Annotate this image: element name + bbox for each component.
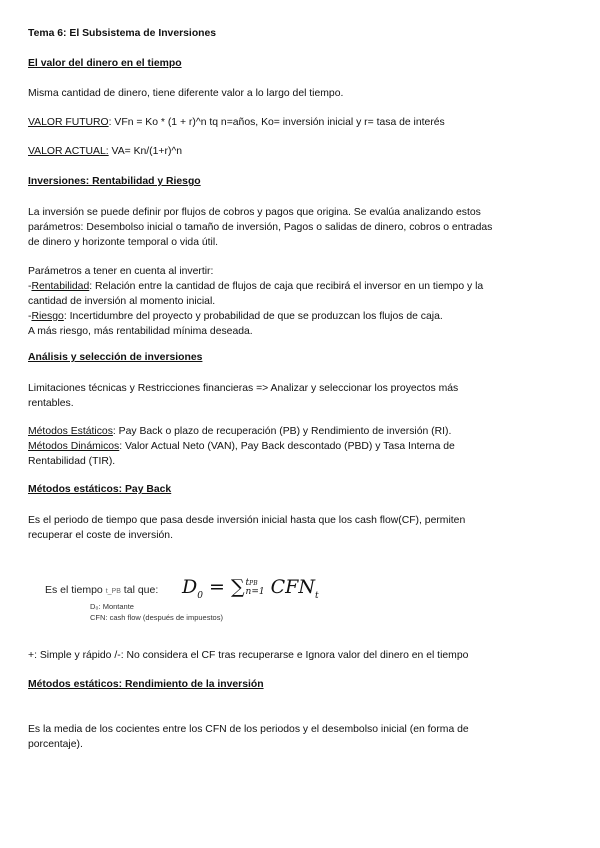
formula-sum-limits (246, 579, 265, 597)
heading-valor-dinero: El valor del dinero en el tiempo (28, 58, 182, 69)
pay-back-formula-image (40, 574, 400, 628)
text-line: La inversión se puede definir por flujos de cobros y pagos que origina. Se evalúa analizando estos (28, 207, 481, 218)
formula-notes (90, 601, 223, 623)
formula-rhs: CFN (264, 576, 315, 598)
text-line: Limitaciones técnicas y Restricciones financieras => Analizar y seleccionar los proyectos más (28, 383, 459, 394)
heading-pay-back: Métodos estáticos: Pay Back (28, 484, 172, 495)
formula-valor-futuro (28, 117, 445, 128)
text-line: Rentabilidad (TIR). (28, 456, 116, 467)
pay-back-equation (182, 576, 319, 601)
text-line: porcentaje). (28, 739, 83, 750)
text-line: Parámetros a tener en cuenta al invertir: (28, 266, 214, 277)
paragraph-valor-intro: Misma cantidad de dinero, tiene diferente valor a lo largo del tiempo. (28, 88, 344, 99)
text-valor-actual: VA= Kn/(1+r)^n (108, 146, 183, 157)
paragraph-pros-cons: +: Simple y rápido /-: No considera el CF tras recuperarse e Ignora valor del dinero en el tiempo (28, 650, 469, 661)
text-valor-futuro: : VFn = Ko * (1 + r)^n tq n=años, Ko= inversión inicial y r= tasa de interés (108, 117, 445, 128)
formula-sum: = ∑ (202, 576, 245, 598)
text-rentabilidad: : Relación entre la cantidad de flujos de caja que recibirá el inversor en un tiempo y la (89, 281, 484, 292)
paragraph-rendimiento (28, 722, 469, 752)
rentabilidad-line (28, 279, 483, 294)
document-title: Tema 6: El Subsistema de Inversiones (28, 28, 217, 39)
estaticos-line (28, 424, 455, 439)
formula-lhs: D (182, 576, 198, 598)
formula-sum-sup: t (245, 578, 250, 588)
formula-lhs-sub: 0 (197, 590, 203, 601)
paragraph-limitaciones (28, 381, 458, 411)
heading-analisis-seleccion: Análisis y selección de inversiones (28, 352, 203, 363)
text-line: recuperar el coste de inversión. (28, 530, 173, 541)
paragraph-metodos (28, 424, 455, 469)
label-metodos-estaticos: Métodos Estáticos (28, 426, 113, 437)
paragraph-inversion-definicion (28, 205, 492, 250)
formula-lead-end: tal que: (120, 584, 159, 596)
formula-rhs-sub: t (315, 590, 319, 601)
label-valor-futuro: VALOR FUTURO (28, 117, 109, 128)
dinamicos-line (28, 439, 455, 454)
text-line: rentables. (28, 398, 74, 409)
label-valor-actual: VALOR ACTUAL: (28, 146, 109, 157)
label-riesgo: Riesgo (31, 311, 64, 322)
prefix: - (28, 311, 32, 322)
text-line: Es el periodo de tiempo que pasa desde inversión inicial hasta que los cash flow(CF), permiten (28, 515, 466, 526)
paragraph-pay-back (28, 513, 465, 543)
riesgo-line (28, 309, 483, 324)
text-metodos-estaticos: : Pay Back o plazo de recuperación (PB) y Rendimiento de inversión (RI). (112, 426, 452, 437)
heading-rendimiento: Métodos estáticos: Rendimiento de la inversión (28, 679, 264, 690)
text-line: de dinero y horizonte temporal o vida útil. (28, 237, 219, 248)
formula-note: CFN: cash flow (después de impuestos) (90, 613, 223, 622)
formula-sum-sub: n=1 (245, 587, 265, 597)
text-line: A más riesgo, más rentabilidad mínima deseada. (28, 326, 253, 337)
label-rentabilidad: Rentabilidad (31, 281, 90, 292)
formula-lead-text (45, 584, 158, 596)
text-riesgo: : Incertidumbre del proyecto y probabilidad de que se produzcan los flujos de caja. (63, 311, 443, 322)
formula-note: D₀: Montante (90, 602, 134, 611)
text-metodos-dinamicos: : Valor Actual Neto (VAN), Pay Back descontado (PBD) y Tasa Interna de (119, 441, 455, 452)
prefix: - (28, 281, 32, 292)
label-metodos-dinamicos: Métodos Dinámicos (28, 441, 120, 452)
heading-rentabilidad-riesgo: Inversiones: Rentabilidad y Riesgo (28, 176, 201, 187)
text-line: Es la media de los cocientes entre los CFN de los periodos y el desembolso inicial (en forma de (28, 724, 469, 735)
formula-valor-actual (28, 146, 182, 157)
formula-lead: Es el tiempo (45, 584, 106, 596)
text-line: parámetros: Desembolso inicial o tamaño de inversión, Pagos o salidas de dinero, cobros o entradas (28, 222, 493, 233)
paragraph-parametros (28, 264, 483, 339)
text-line: cantidad de inversión al momento inicial. (28, 296, 216, 307)
formula-lead-var: t_PB (105, 588, 121, 595)
formula-sum-sup-sub: PB (249, 580, 258, 587)
